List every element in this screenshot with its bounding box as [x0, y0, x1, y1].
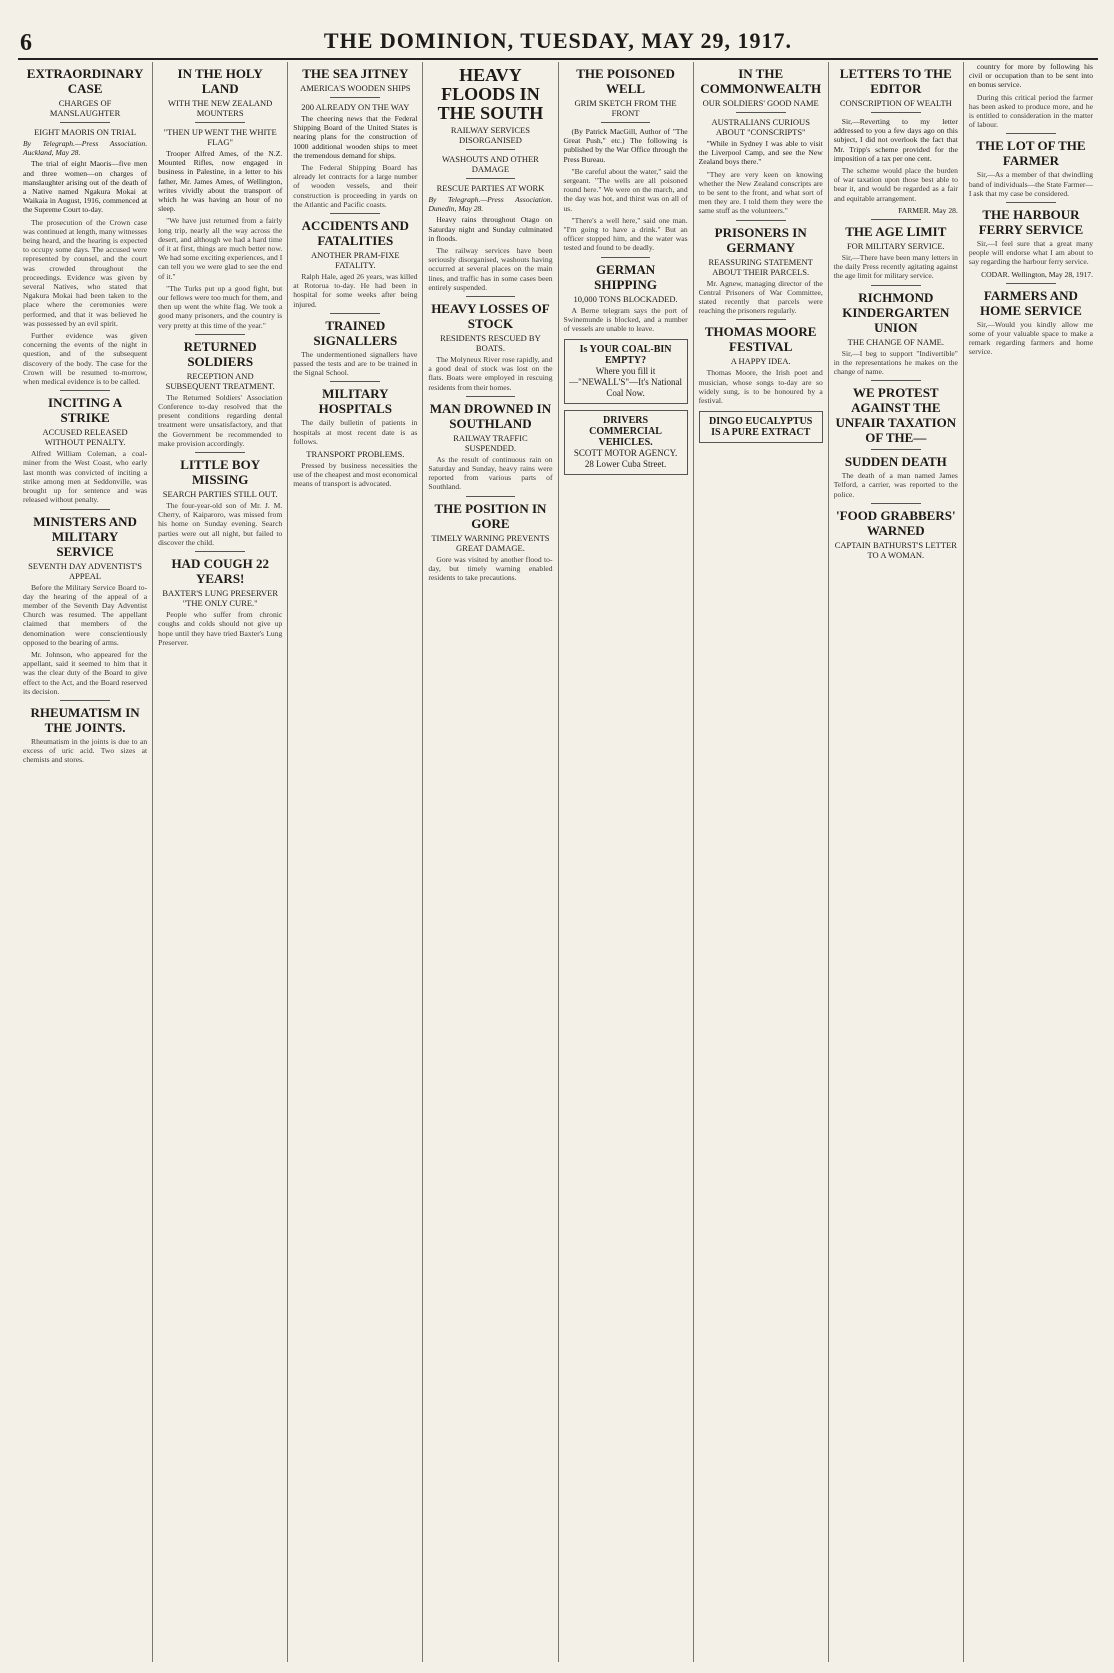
headline: PRISONERS IN GERMANY	[714, 224, 807, 255]
column-7: LETTERS TO THE EDITOR CONSCRIPTION OF WEALTH Sir,—Reverting to my letter addressed to you a few days ago on this subject, I did not overlook the fact that Mr. Tripp's scheme provided for the imposition of a tax per one cent. The scheme would place the burden of war taxation upon those best able to bear it, and would be regarded as a fair and equitable arrangement. FARMER. May 28. THE AGE LIMIT FOR MILITARY SERVICE. Sir,—There have been many letters in the daily Press recently agitating against the age limit for military service. RICHMOND KINDERGARTEN UNION THE CHANGE OF NAME. Sir,—I beg to support "Indivertible" in the representations he makes on the change of name. WE PROTEST AGAINST THE UNFAIR TAXATION OF THE— SUDDEN DEATH The death of a man named James Telford, a carrier, was reported to the police. 'FOOD GRABBERS' WARNED CAPTAIN BATHURST'S LETTER TO A WOMAN.	[828, 62, 963, 1662]
deck: RAILWAY TRAFFIC SUSPENDED.	[453, 432, 528, 453]
deck: SEARCH PARTIES STILL OUT.	[162, 489, 278, 500]
divider	[330, 381, 380, 382]
deck: RESIDENTS RESCUED BY BOATS.	[440, 333, 541, 354]
divider	[60, 700, 110, 701]
divider	[195, 122, 245, 123]
advertisement	[699, 411, 823, 443]
ad-body: SCOTT MOTOR AGENCY. 28 Lower Cuba Street.	[573, 448, 678, 470]
newspaper-title: THE DOMINION, TUESDAY, MAY 29, 1917.	[323, 28, 793, 53]
article-lead: "While in Sydney I was able to visit the Liverpool Camp, and see the New Zealand boys there."	[698, 139, 823, 167]
headline: RETURNED SOLDIERS	[183, 338, 257, 369]
column-6: IN THE COMMONWEALTH OUR SOLDIERS' GOOD NAME AUSTRALIANS CURIOUS ABOUT "CONSCRIPTS" "While in Sydney I was able to visit the Liverpool Camp, and see the New Zealand boys there." "They are very keen on knowing whether the New Zealand conscripts are to be sent to the front, and what sort of men they are. I told them they were the same stuff as the volunteers." PRISONERS IN GERMANY REASSURING STATEMENT ABOUT THEIR PARCELS. Mr. Agnew, managing director of the Central Prisoners of War Committee, stated recently that parcels were reaching the prisoners regularly. THOMAS MOORE FESTIVAL A HAPPY IDEA. Thomas Moore, the Irish poet and musician, whose songs to-day are so widely sung, is to be honoured by a festival. DINGO EUCALYPTUS IS A PURE EXTRACT	[693, 62, 828, 1662]
divider	[60, 390, 110, 391]
divider	[1006, 283, 1056, 284]
ad-body: Where you fill it—"NEWALL'S"—It's National Coal Now.	[569, 366, 682, 399]
deck: OUR SOLDIERS' GOOD NAME	[702, 98, 819, 108]
deck: RAILWAY SERVICES DISORGANISED	[450, 125, 530, 145]
deck: BAXTER'S LUNG PRESERVER "THE ONLY CURE."	[162, 588, 278, 609]
deck: REASSURING STATEMENT ABOUT THEIR PARCELS.	[708, 256, 813, 277]
article-lead: Sir,—Reverting to my letter addressed to you a few days ago on this subject, I did not overlook the fact that Mr. Tripp's scheme provided for the imposition of a tax per one cent.	[833, 117, 958, 163]
headline: LETTERS TO THE EDITOR	[839, 66, 952, 96]
deck: AMERICA'S WOODEN SHIPS	[300, 83, 411, 93]
article-lead: The trial of eight Maoris—five men and three women—on charges of manslaughter arising out of the death of a Native named Ngakura Mokai at Waikaia in August, 1916, commenced at the Supreme Court to-day.	[23, 159, 148, 215]
headline: THE SEA JITNEY	[302, 66, 409, 81]
subdeck: AUSTRALIANS CURIOUS ABOUT "CONSCRIPTS"	[711, 117, 810, 137]
subdeck: EIGHT MAORIS ON TRIAL	[34, 127, 137, 137]
deck: FOR MILITARY SERVICE.	[846, 241, 945, 252]
deck: TIMELY WARNING PREVENTS GREAT DAMAGE.	[431, 532, 550, 553]
deck: SEVENTH DAY ADVENTIST'S APPEAL	[28, 560, 142, 581]
divider	[871, 449, 921, 450]
divider	[466, 496, 516, 497]
divider	[195, 334, 245, 335]
signature: CODAR. Wellington, May 28, 1917.	[981, 269, 1093, 279]
divider	[871, 380, 921, 381]
divider	[736, 220, 786, 221]
divider	[871, 285, 921, 286]
headline: THE HARBOUR FERRY SERVICE	[978, 207, 1084, 238]
headline: 'FOOD GRABBERS' WARNED	[836, 507, 956, 538]
headline: HAD COUGH 22 YEARS!	[171, 556, 269, 587]
headline: HEAVY LOSSES OF STOCK	[431, 301, 550, 332]
subdeck: "THEN UP WENT THE WHITE FLAG"	[163, 127, 277, 147]
deck: A HAPPY IDEA.	[730, 356, 791, 367]
divider	[466, 149, 516, 150]
divider	[195, 551, 245, 552]
headline: TRAINED SIGNALLERS	[313, 317, 398, 348]
divider	[1006, 202, 1056, 203]
ad-title: Is YOUR COAL-BIN EMPTY?	[579, 344, 672, 367]
column-3: THE SEA JITNEY AMERICA'S WOODEN SHIPS 200 ALREADY ON THE WAY The cheering news that the Federal Shipping Board of the United States is nearing plans for the construction of 1000 additional wooden ships to meet the tremendous demand for ships. The Federal Shipping Board has already let contracts for a large number of wooden vessels, and their construction is proceeding in yards on the Atlantic and Pacific coasts. ACCIDENTS AND FATALITIES ANOTHER PRAM-FIXE FATALITY. Ralph Hale, aged 26 years, was killed at Rotorua to-day. He had been in hospital for some weeks after being injured. TRAINED SIGNALLERS The undermentioned signallers have passed the tests and are to be trained in the Signal School. MILITARY HOSPITALS The daily bulletin of patients in hospitals at most recent date is as follows. TRANSPORT PROBLEMS. Pressed by business necessities the use of the cheapest and most economical means of transport is advocated.	[287, 62, 422, 1662]
ad-title: DINGO EUCALYPTUS IS A PURE EXTRACT	[709, 416, 813, 439]
divider	[330, 97, 380, 98]
divider	[871, 503, 921, 504]
divider	[466, 296, 516, 297]
divider	[195, 452, 245, 453]
headline: THE POISONED WELL	[576, 66, 675, 96]
deck: WITH THE NEW ZEALAND MOUNTERS	[168, 98, 273, 118]
headline: INCITING A STRIKE	[48, 395, 123, 426]
divider	[330, 313, 380, 314]
divider	[871, 219, 921, 220]
column-5: THE POISONED WELL GRIM SKETCH FROM THE FRONT (By Patrick MacGill, Author of "The Great Push," etc.) The following is published by the War Office through the Press Bureau. "Be careful about the water," said the sergeant. "The wells are all poisoned round here." We were on the march, and the day was hot, and thirst was on all of us. "There's a well here," said one man. "I'm going to have a drink." But an officer stopped him, and the water was tested and found to be deadly. GERMAN SHIPPING 10,000 TONS BLOCKADED. A Berne telegram says the port of Swinemunde is blocked, and a number of vessels are unable to leave. Is YOUR COAL-BIN EMPTY? Where you fill it—"NEWALL'S"—It's National Coal Now. DRIVERS COMMERCIAL VEHICLES. SCOTT MOTOR AGENCY. 28 Lower Cuba Street.	[558, 62, 693, 1662]
headline: THE LOT OF THE FARMER	[976, 138, 1086, 169]
headline: MILITARY HOSPITALS	[318, 386, 393, 417]
headline: MINISTERS AND MILITARY SERVICE	[33, 513, 137, 559]
dateline: By Telegraph.—Press Association. Dunedin, May 28.	[428, 195, 553, 214]
headline: FARMERS AND HOME SERVICE	[980, 287, 1082, 318]
column-8: country for more by following his civil or occupation than to be sent into en bonus service. During this critical period the farmer has been asked to produce more, and he is entitled to consideration in the matter of labour. THE LOT OF THE FARMER Sir,—As a member of that dwindling band of individuals—the State Farmer—I ask that my case be considered. THE HARBOUR FERRY SERVICE Sir,—I feel sure that a great many people will endorse what I am about to say regarding the harbour ferry service. CODAR. Wellington, May 28, 1917. FARMERS AND HOME SERVICE Sir,—Would you kindly allow me some of your valuable space to make a remark regarding farmers and home service.	[963, 62, 1098, 1662]
divider	[330, 213, 380, 214]
headline: EXTRAORDINARY CASE	[26, 66, 144, 96]
headline: SUDDEN DEATH	[844, 454, 947, 470]
headline: RHEUMATISM IN THE JOINTS.	[30, 704, 140, 735]
advertisement	[564, 339, 688, 404]
divider	[601, 257, 651, 258]
headline: LITTLE BOY MISSING	[180, 457, 261, 488]
deck: TRANSPORT PROBLEMS.	[306, 449, 405, 460]
deck: RECEPTION AND SUBSEQUENT TREATMENT.	[165, 370, 275, 391]
signature: FARMER. May 28.	[898, 205, 958, 215]
subdeck: RESCUE PARTIES AT WORK	[436, 183, 545, 193]
article-body: The prosecution of the Crown case was continued at length, many witnesses being heard, and the hearing is expected to occupy some days. The accused were represented by counsel, and the court was crowded throughout the proceedings. Evidence was given by several Natives, who stated that Ngakura Mokai had been taken to the place where the ceremonies were performed, and that it was believed he was possessed by an evil spirit.	[23, 217, 148, 328]
divider	[1006, 133, 1056, 134]
headline: HEAVY FLOODS IN THE SOUTH	[437, 65, 544, 123]
masthead	[18, 28, 1098, 60]
dateline: By Telegraph.—Press Association. Auckland, May 28.	[23, 139, 148, 158]
headline: IN THE COMMONWEALTH	[700, 66, 822, 96]
headline: THE POSITION IN GORE	[434, 500, 547, 531]
divider	[466, 178, 516, 179]
divider	[466, 396, 516, 397]
deck: CHARGES OF MANSLAUGHTER	[49, 98, 121, 118]
deck: 10,000 TONS BLOCKADED.	[573, 293, 678, 304]
divider	[871, 112, 921, 113]
deck: ANOTHER PRAM-FIXE FATALITY.	[311, 250, 400, 271]
divider	[60, 509, 110, 510]
headline: THOMAS MOORE FESTIVAL	[704, 324, 817, 355]
divider	[60, 122, 110, 123]
advertisement	[564, 410, 688, 475]
deck: GRIM SKETCH FROM THE FRONT	[574, 98, 677, 118]
headline: MAN DROWNED IN SOUTHLAND	[429, 400, 552, 431]
article-lead: (By Patrick MacGill, Author of "The Great Push," etc.) The following is published by the War Office through the Press Bureau.	[563, 127, 688, 164]
deck: CONSCRIPTION OF WEALTH	[839, 98, 952, 108]
headline: GERMAN SHIPPING	[594, 261, 657, 292]
subdeck: 200 ALREADY ON THE WAY	[301, 102, 410, 112]
divider	[601, 122, 651, 123]
article-lead: The cheering news that the Federal Shipping Board of the United States is nearing plans for the construction of 1000 additional wooden ships to meet the tremendous demand for ships.	[293, 114, 418, 160]
article-lead: Trooper Alfred Ames, of the N.Z. Mounted Rifles, now engaged in business in Palestine, in a letter to his father, Mr. James Ames, of Wellington, writes vividly about the transport of which he was having an hour of no sleep.	[158, 149, 283, 214]
divider	[736, 112, 786, 113]
newspaper-columns	[18, 62, 1098, 1662]
divider	[736, 319, 786, 320]
deck: CAPTAIN BATHURST'S LETTER TO A WOMAN.	[834, 539, 957, 560]
deck: THE CHANGE OF NAME.	[847, 336, 944, 347]
headline: WE PROTEST AGAINST THE UNFAIR TAXATION OF THE—	[835, 385, 957, 446]
subdeck: WASHOUTS AND OTHER DAMAGE	[442, 154, 539, 174]
column-1: EXTRAORDINARY CASE CHARGES OF MANSLAUGHTER EIGHT MAORIS ON TRIAL By Telegraph.—Press Association. Auckland, May 28. The trial of eight Maoris—five men and three women—on charges of manslaughter arising out of the death of a Native named Ngakura Mokai at Waikaia in August, 1916, commenced at the Supreme Court to-day. The prosecution of the Crown case was continued at length, many witnesses being heard, and the hearing is expected to occupy some days. The accused were represented by counsel, and the court was crowded throughout the proceedings. Evidence was given by several Natives, who stated that Ngakura Mokai had been taken to the place where the ceremonies were performed, and that it was believed he was possessed by an evil spirit. Further evidence was given concerning the events of the night in question, and of the subsequent discovery of the body. The case for the Crown will be resumed to-morrow, when medical evidence is to be called. INCITING A STRIKE ACCUSED RELEASED WITHOUT PENALTY. Alfred William Coleman, a coal-miner from the West Coast, who early last month was convicted of inciting a strike among men at Seddonville, was brought up for sentence and was released without penalty. MINISTERS AND MILITARY SERVICE SEVENTH DAY ADVENTIST'S APPEAL Before the Military Service Board to-day the hearing of the appeal of a member of the Seventh Day Adventist Church was resumed. The appellant claimed that members of the denomination were conscientiously opposed to the bearing of arms. Mr. Johnson, who appeared for the appellant, said it seemed to him that it was the clear duty of the Board to give effect to the Act, and the Board reserved its decision. RHEUMATISM IN THE JOINTS. Rheumatism in the joints is due to an excess of uric acid. Two sizes at chemists and stores.	[23, 66, 148, 765]
headline: RICHMOND KINDERGARTEN UNION	[842, 289, 950, 335]
ad-title: DRIVERS COMMERCIAL VEHICLES.	[589, 415, 662, 449]
page-number: 6	[20, 30, 32, 56]
deck: ACCUSED RELEASED WITHOUT PENALTY.	[42, 427, 128, 448]
article-lead: country for more by following his civil or occupation than to be sent into en bonus service.	[968, 62, 1093, 90]
column-4: HEAVY FLOODS IN THE SOUTH RAILWAY SERVICES DISORGANISED WASHOUTS AND OTHER DAMAGE RESCUE PARTIES AT WORK By Telegraph.—Press Association. Dunedin, May 28. Heavy rains throughout Otago on Saturday night and Sunday culminated in floods. The railway services have been seriously disorganised, washouts having occurred at several places on the main lines, and traffic has in some cases been entirely suspended. HEAVY LOSSES OF STOCK RESIDENTS RESCUED BY BOATS. The Molyneux River rose rapidly, and a good deal of stock was lost on the flats. Boats were employed in rescuing residents from their homes. MAN DROWNED IN SOUTHLAND RAILWAY TRAFFIC SUSPENDED. As the result of continuous rain on Saturday and Sunday, heavy rains were reported from various parts of Southland. THE POSITION IN GORE TIMELY WARNING PREVENTS GREAT DAMAGE. Gore was visited by another flood to-day, but timely warning enabled residents to take precautions.	[422, 62, 557, 1662]
headline: ACCIDENTS AND FATALITIES	[301, 218, 409, 249]
headline: THE AGE LIMIT	[845, 224, 947, 240]
headline: IN THE HOLY LAND	[177, 66, 263, 96]
column-2: IN THE HOLY LAND WITH THE NEW ZEALAND MOUNTERS "THEN UP WENT THE WHITE FLAG" Trooper Alfred Ames, of the N.Z. Mounted Rifles, now engaged in business in Palestine, in a letter to his father, Mr. James Ames, of Wellington, writes vividly about the transport of which he was having an hour of no sleep. "We have just returned from a fairly long trip, nearly all the way across the desert, and although we had a hard time of it at first, things are much better now. We had some exciting experiences, and I can tell you we were glad to see the end of it." "The Turks put up a good fight, but our fellows were too much for them, and then up went the white flag. We took a good many prisoners, and the country is very pretty at this time of the year." RETURNED SOLDIERS RECEPTION AND SUBSEQUENT TREATMENT. The Returned Soldiers' Association Conference to-day resolved that the present conditions regarding dental treatment were unsatisfactory, and that the Government be recommended to make provision accordingly. LITTLE BOY MISSING SEARCH PARTIES STILL OUT. The four-year-old son of Mr. J. M. Cherry, of Kaiparoro, was missed from his home on Sunday evening. Search parties were out all night, but failed to discover the child. HAD COUGH 22 YEARS! BAXTER'S LUNG PRESERVER "THE ONLY CURE." People who suffer from chronic coughs and colds should not give up hope until they have tried Baxter's Lung Preserver.	[152, 62, 287, 1662]
article-lead: Heavy rains throughout Otago on Saturday night and Sunday culminated in floods.	[428, 215, 553, 243]
